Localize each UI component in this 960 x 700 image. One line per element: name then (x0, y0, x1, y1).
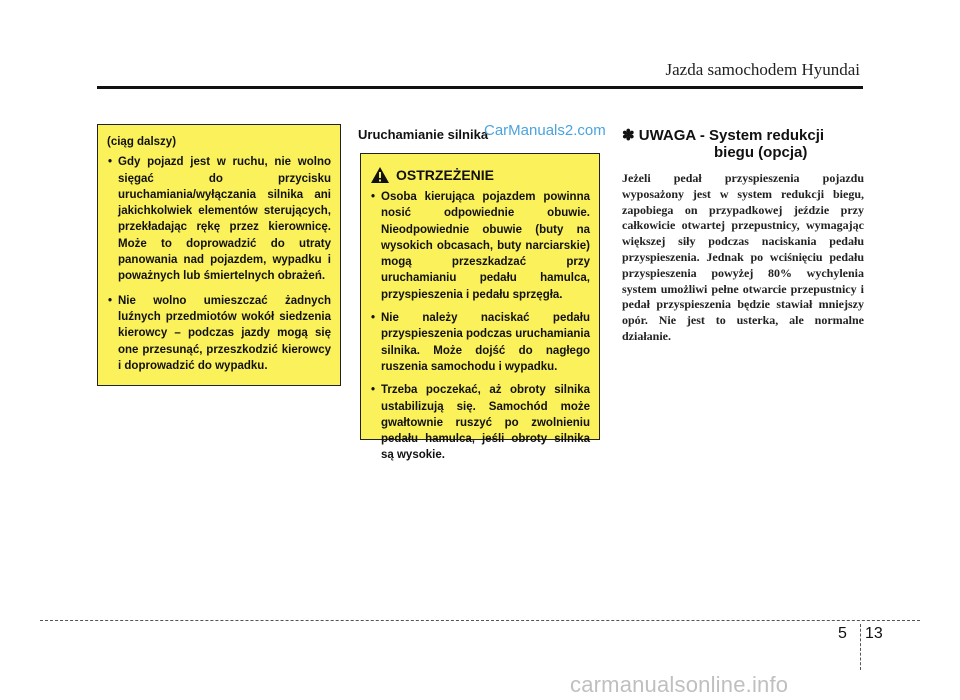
list-item: • Nie wolno umieszczać żadnych luźnych przedmiotów wokół siedzenia kierowcy – podczas jazdy mogą się one przesunąć, przeszkodzić kierowcy i doprowadzić do wypadku. (107, 293, 331, 374)
continued-warning-box (97, 124, 341, 386)
warning-triangle-icon (370, 166, 390, 184)
warning-title: OSTRZEŻENIE (396, 167, 495, 183)
list-item: • Gdy pojazd jest w ruchu, nie wolno sięgać do przycisku uruchamiania/wyłączania silnika ani jakichkolwiek elementów sterujących, przekładając rękę przez kierownicę. Może to doprowadzić do utraty panowania nad pojazdem, wypadku i poważnych lub śmiertelnych obrażeń. (107, 154, 331, 284)
notice-symbol-icon: ✽ (622, 127, 635, 144)
list-item: • Trzeba poczekać, aż obroty silnika ustabilizują się. Samochód może gwałtownie ruszyć po zwolnieniu pedału hamulca, jeśli obroty silnika są wysokie. (370, 382, 590, 463)
chapter-number: 5 (838, 625, 847, 642)
running-header: Jazda samochodem Hyundai (665, 60, 860, 79)
list-item: • Osoba kierująca pojazdem powinna nosić odpowiednie obuwie. Nieodpowiednie obuwie (buty na wysokich obcasach, buty narciarskie) mogą przeszkadzać przy uruchamianiu pedału hamulca, przyspieszenia i pedału sprzęgła. (370, 189, 590, 303)
notice-title (622, 127, 864, 161)
notice-section (622, 127, 864, 345)
warning-list (370, 189, 590, 464)
continued-label: (ciąg dalszy) (107, 136, 177, 148)
page-number: 13 (865, 625, 883, 642)
header-rule (97, 86, 863, 89)
watermark: CarManuals2.com (484, 122, 606, 139)
page-separator (860, 624, 861, 670)
warning-box (360, 153, 600, 462)
continued-list (107, 154, 331, 374)
list-item: • Nie należy naciskać pedału przyspieszenia podczas uruchamiania silnika. Może dojść do nagłego ruszenia samochodu i wypadku. (370, 310, 590, 375)
notice-body: Jeżeli pedał przyspieszenia pojazdu wyposażony jest w system redukcji biegu, zapobiega on przypadkowej jeździe przy całkowicie otwartej przepustnicy, wymagając większej siły podczas naciskania pedału przyspieszenia. Jednak po wciśnięciu pedału przyspieszenia powyżej 80% wychylenia system umożliwi pełne otwarcie przepustnicy i pedał przyspieszenia będzie stawiał mniejszy opór. Nie jest to usterka, ale normalne działanie. (622, 171, 864, 343)
warning-header (370, 166, 590, 184)
footer-rule (40, 620, 920, 621)
notice-title-line2: biegu (opcja) (714, 144, 808, 161)
notice-title-line1: UWAGA - System redukcji (638, 127, 825, 144)
section-title: Uruchamianie silnika (358, 127, 489, 142)
site-watermark: carmanualsonline.info (570, 672, 789, 697)
